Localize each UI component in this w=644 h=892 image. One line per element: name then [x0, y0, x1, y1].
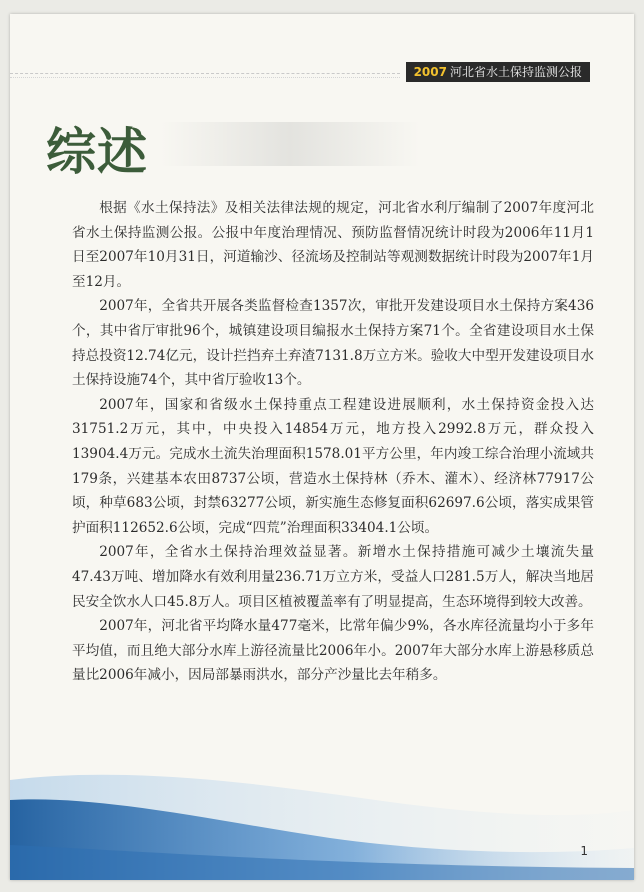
paragraph-4: 2007年，全省水土保持治理效益显著。新增水土保持措施可减少土壤流失量47.43万吨、增加降水有效利用量236.71万立方米，受益人口281.5万人，解决当地居民安全饮水人口45.8万人。项目区植被覆盖率有了明显提高，生态环境得到较大改善。	[72, 544, 594, 610]
page-title: 综述	[46, 122, 148, 181]
body-text	[72, 196, 594, 688]
paragraph-2: 2007年，全省共开展各类监督检查1357次，审批开发建设项目水土保持方案436个，其中省厅审批96个，城镇建设项目编报水土保持方案71个。全省建设项目水土保持总投资12.74亿元，设计拦挡弃土弃渣7131.8万立方米。验收大中型开发建设项目水土保持设施74个，其中省厅验收13个。	[72, 298, 594, 389]
header-rule	[10, 73, 400, 74]
header-rule-dotted	[10, 77, 400, 78]
page-number: 1	[580, 844, 588, 858]
running-header	[10, 62, 634, 84]
header-year: 2007	[413, 65, 447, 79]
header-publication: 河北省水土保持监测公报	[449, 65, 582, 79]
paragraph-1: 根据《水土保持法》及相关法律法规的规定，河北省水利厅编制了2007年度河北省水土保持监测公报。公报中年度治理情况、预防监督情况统计时段为2006年11月1日至2007年10月31日，河道输沙、径流场及控制站等观测数据统计时段为2007年1月至12月。	[72, 200, 594, 290]
paragraph-5: 2007年，河北省平均降水量477毫米，比常年偏少9%，各水库径流量均小于多年平均值，而且绝大部分水库上游径流量比2006年小。2007年大部分水库上游悬移质总量比2006年减小，因局部暴雨洪水，部分产沙量比去年稍多。	[72, 618, 594, 684]
title-shadow-decoration	[160, 122, 420, 166]
paragraph-3: 2007年，国家和省级水土保持重点工程建设进展顺利，水土保持资金投入达31751.2万元，其中，中央投入14854万元，地方投入2992.8万元，群众投入13904.4万元。完成水土流失治理面积1578.01平方公里，年内竣工综合治理小流域共179条，兴建基本农田8737公顷，营造水土保持林（乔木、灌木）、经济林77917公顷，种草683公顷，封禁63277公顷，新实施生态修复面积62697.6公顷，落实成果管护面积112652.6公顷，完成“四荒”治理面积33404.1公顷。	[72, 396, 594, 536]
document-page	[10, 14, 634, 880]
header-tag	[406, 62, 590, 82]
footer-wave-decoration	[10, 740, 634, 880]
